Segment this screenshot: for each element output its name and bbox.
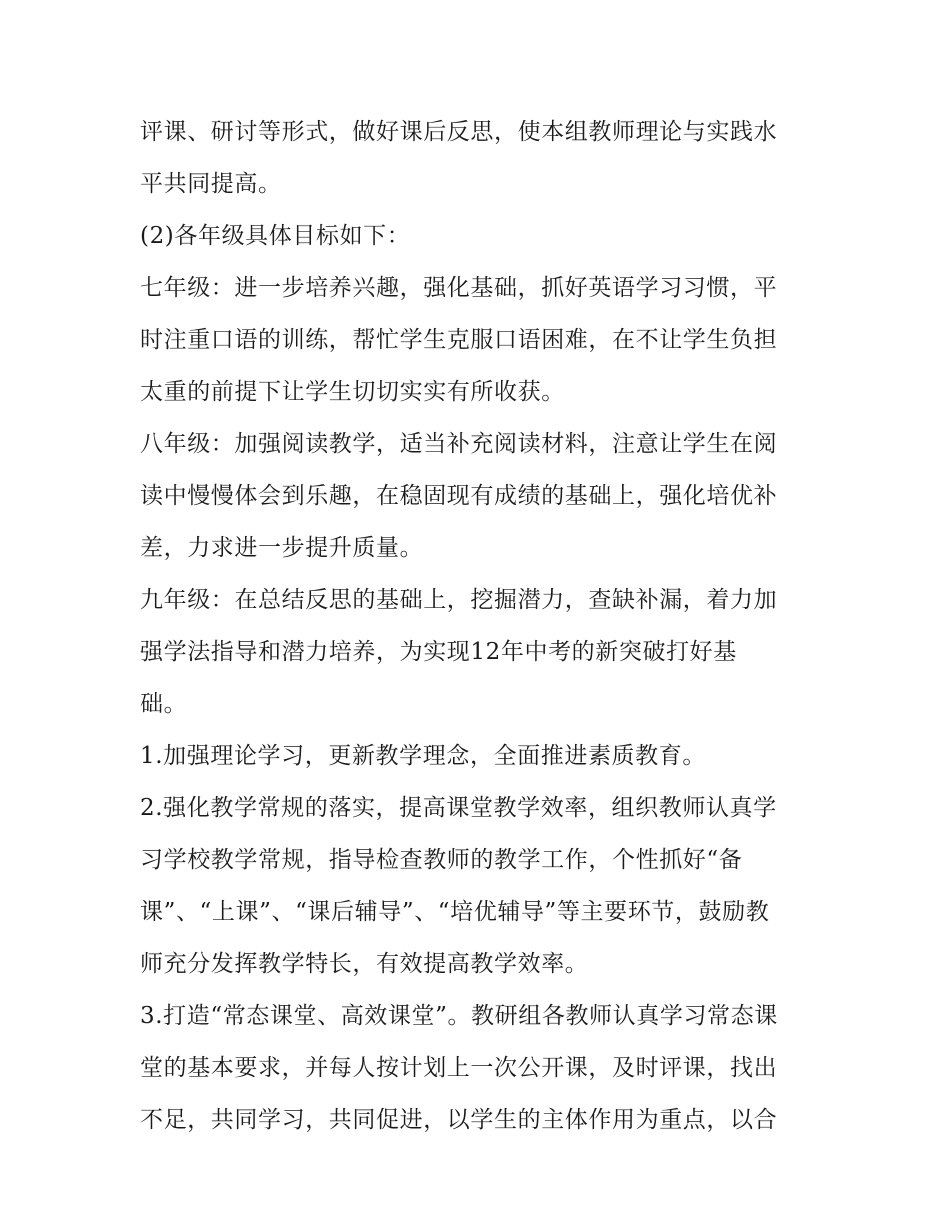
text-line: 平共同提高。 [140,171,282,197]
text-line: 强学法指导和潜力培养，为实现12年中考的新突破打好基 [140,639,737,665]
text-line: 七年级：进一步培养兴趣，强化基础，抓好英语学习习惯，平 [140,275,778,301]
document-body [140,106,830,1146]
text-line: 师充分发挥教学特长，有效提高教学效率。 [140,951,589,977]
text-line: 习学校教学常规，指导检查教师的教学工作，个性抓好“备 [140,847,743,873]
text-line: 堂的基本要求，并每人按计划上一次公开课，及时评课，找出 [140,1055,778,1081]
text-line: 太重的前提下让学生切切实实有所收获。 [140,379,565,405]
text-line: 课”、“上课”、“课后辅导”、“培优辅导”等主要环节，鼓励教 [140,899,770,925]
text-line: 九年级：在总结反思的基础上，挖掘潜力，查缺补漏，着力加 [140,587,778,613]
text-line: 2.强化教学常规的落实，提高课堂教学效率，组织教师认真学 [140,795,777,821]
text-line: 读中慢慢体会到乐趣，在稳固现有成绩的基础上，强化培优补 [140,483,778,509]
text-line: 3.打造“常态课堂、高效课堂”。教研组各教师认真学习常态课 [140,1003,778,1029]
text-line: 1.加强理论学习，更新教学理念，全面推进素质教育。 [140,743,706,769]
text-line: 差，力求进一步提升质量。 [140,535,424,561]
text-line: 八年级：加强阅读教学，适当补充阅读材料，注意让学生在阅 [140,431,778,457]
text-line: 不足，共同学习，共同促进，以学生的主体作用为重点，以合 [140,1107,778,1133]
text-line: (2)各年级具体目标如下： [140,223,411,249]
text-line: 础。 [140,691,188,717]
text-line: 评课、研讨等形式，做好课后反思，使本组教师理论与实践水 [140,119,778,145]
text-line: 时注重口语的训练，帮忙学生克服口语困难，在不让学生负担 [140,327,778,353]
